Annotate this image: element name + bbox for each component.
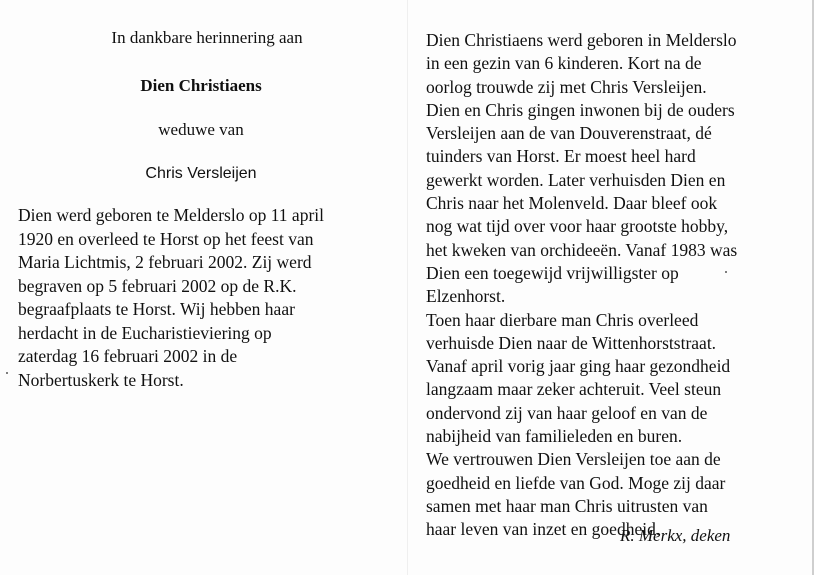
- spouse-name: Chris Versleijen: [145, 165, 257, 182]
- card-fold-line: [407, 0, 408, 575]
- deceased-name: Dien Christiaens: [140, 76, 262, 95]
- biography-paragraph: Dien werd geboren te Melderslo op 11 april 1920 en overleed te Horst op het feest van Maria Lichtmis, 2 februari 2002. Zij werd begraven op 5 februari 2002 op de R.K. begraafplaats te Horst. Wij hebben haar herdacht in de Eucharistieviering op zaterdag 16 februari 2002 in de Norbertuskerk te Horst.: [18, 205, 324, 390]
- right-panel: [426, 29, 796, 542]
- dedication-line: In dankbare herinnering aan: [111, 28, 303, 47]
- paper-speck: [725, 271, 727, 273]
- paper-speck: [6, 372, 8, 374]
- widow-of-line: weduwe van: [158, 120, 244, 139]
- life-story-paragraph: Dien Christiaens werd geboren in Melderslo in een gezin van 6 kinderen. Kort na de oorlog trouwde zij met Chris Versleijen. Dien en Chris gingen inwonen bij de ouders Versleijen aan de van Douverenstraat, dé tuinders van Horst. Er moest heel hard gewerkt worden. Later verhuisden Dien en Chris naar het Molenveld. Daar bleef ook nog wat tijd over voor haar grootste hobby, het kweken van orchideeën. Vanaf 1983 was Dien een toegewijd vrijwilligster op Elzenhorst. Toen haar dierbare man Chris overleed verhuisde Dien naar de Wittenhorststraat. Vanaf april vorig jaar ging haar gezondheid langzaam maar zeker achteruit. Veel steun ondervond zij van haar geloof en van de nabijheid van familieleden en buren. We vertrouwen Dien Versleijen toe aan de goedheid en liefde van God. Moge zij daar samen met haar man Chris uitrusten van haar leven van inzet en goedheid.: [426, 30, 738, 540]
- left-panel: [16, 28, 386, 410]
- signature-line: R. Merkx, deken: [620, 526, 731, 545]
